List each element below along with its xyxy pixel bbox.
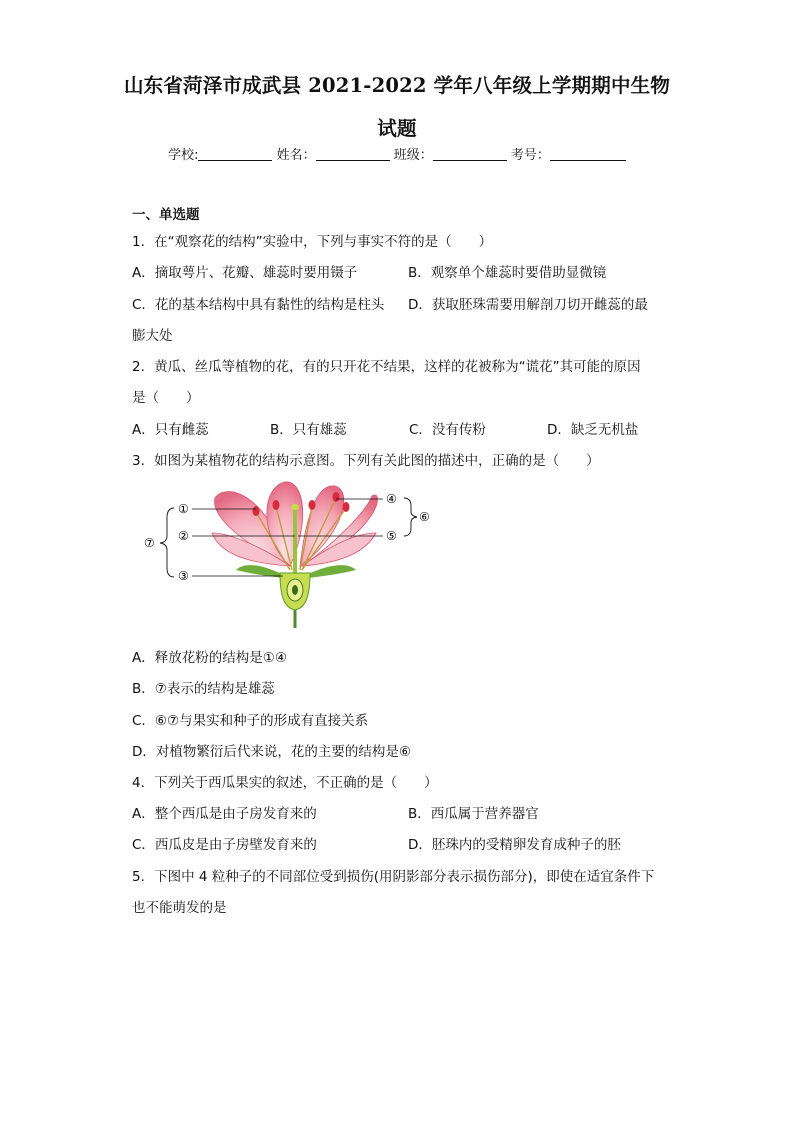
q3-stem: 3．如图为某植物花的结构示意图。下列有关此图的描述中，正确的是（ ） [132,453,600,469]
q5-stem-cont: 也不能萌发的是 [132,900,227,916]
brace-right [404,498,417,536]
q3-option-a: A．释放花粉的结构是①④ [132,650,287,666]
q1-option-b: B．观察单个雄蕊时要借助显微镜 [408,265,607,281]
q1-stem: 1．在“观察花的结构”实验中，下列与事实不符的是（ ） [132,234,493,250]
label-1: ① [178,502,189,516]
class-blank[interactable] [433,146,507,161]
q2-option-d: D．缺乏无机盐 [547,422,639,438]
label-5: ⑤ [386,529,397,543]
flower-structure-diagram [140,478,440,633]
q2-stem-cont: 是（ ） [132,390,200,406]
sepal-right [308,565,356,578]
label-6: ⑥ [419,510,430,524]
brace-left [160,508,174,577]
ovule [292,585,298,595]
school-label: 学校: [168,148,199,163]
q3-option-c: C．⑥⑦与果实和种子的形成有直接关系 [132,713,369,729]
q2-option-a: A．只有雌蕊 [132,422,209,438]
label-2: ② [178,529,189,543]
label-4: ④ [386,492,397,506]
q2-option-b: B．只有雄蕊 [270,422,347,438]
q2-stem: 2．黄瓜、丝瓜等植物的花，有的只开花不结果，这样的花被称为“谎花”其可能的原因 [132,359,641,375]
q4-option-a: A．整个西瓜是由子房发育来的 [132,806,317,822]
q4-stem: 4．下列关于西瓜果实的叙述，不正确的是（ ） [132,775,438,791]
q5-stem: 5．下图中 4 粒种子的不同部位受到损伤(用阴影部分表示损伤部分)，即使在适宜条件下 [132,869,655,885]
q3-option-d: D．对植物繁衍后代来说，花的主要的结构是⑥ [132,744,411,760]
class-label: 班级： [393,148,433,163]
label-7: ⑦ [144,536,155,550]
number-blank[interactable] [550,146,626,161]
exam-title-line1: 山东省菏泽市成武县 2021-2022 学年八年级上学期期中生物 [123,74,671,97]
name-blank[interactable] [316,146,390,161]
q1-option-d-cont: 膨大处 [132,328,173,344]
student-info-row [0,144,794,163]
section-heading: 一、单选题 [132,207,200,223]
q1-option-c: C．花的基本结构中具有黏性的结构是柱头 [132,297,385,313]
q3-option-b: B．⑦表示的结构是雄蕊 [132,681,275,697]
q1-option-d: D．获取胚珠需要用解剖刀切开雌蕊的最 [408,297,648,313]
q4-option-d: D．胚珠内的受精卵发育成种子的胚 [408,837,621,853]
exam-title-line2: 试题 [377,117,417,140]
q4-option-b: B．西瓜属于营养器官 [408,806,539,822]
q2-option-c: C．没有传粉 [409,422,486,438]
name-label: 姓名： [276,148,316,163]
school-blank[interactable] [198,146,272,161]
q4-option-c: C．西瓜皮是由子房壁发育来的 [132,837,317,853]
q1-option-a: A．摘取萼片、花瓣、雄蕊时要用镊子 [132,265,358,281]
number-label: 考号： [510,148,550,163]
stigma [291,504,299,510]
label-3: ③ [178,569,189,583]
